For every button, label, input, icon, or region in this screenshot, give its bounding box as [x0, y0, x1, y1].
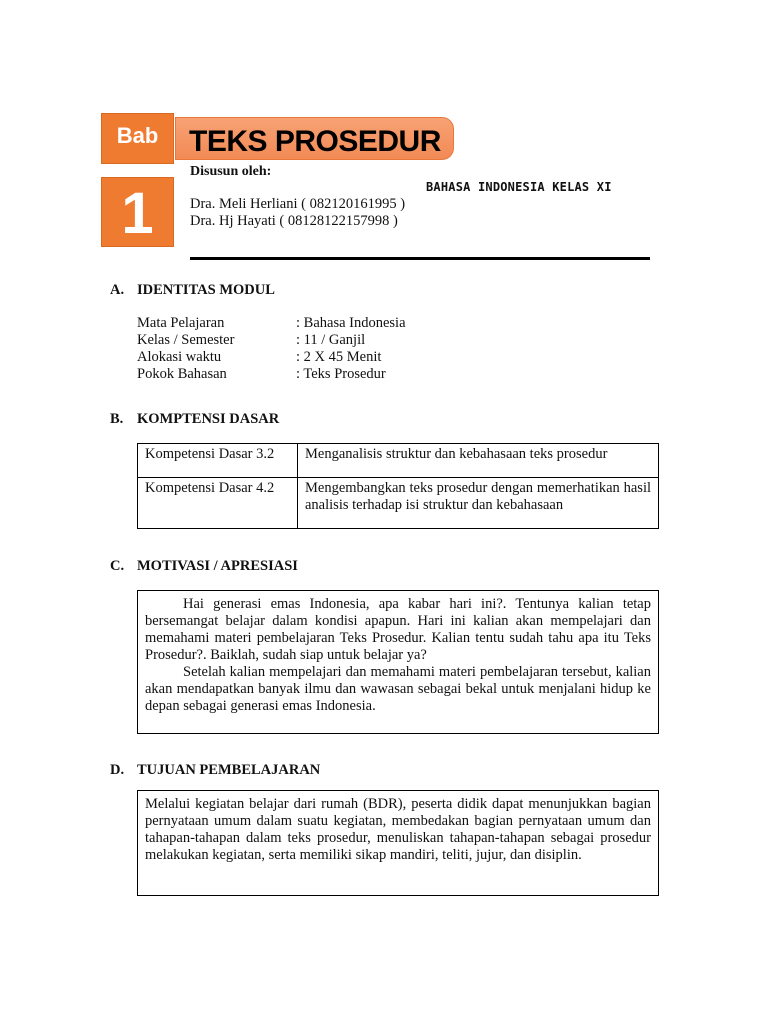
chapter-number-box: [101, 177, 174, 247]
header-divider: [190, 257, 650, 260]
identity-label-2: Kelas / Semester: [137, 332, 235, 348]
section-b-title: KOMPTENSI DASAR: [137, 411, 280, 427]
section-b-heading: [110, 411, 279, 428]
section-c-heading: [110, 558, 298, 575]
motivation-paragraph-1: Hai generasi emas Indonesia, apa kabar hari ini?. Tentunya kalian tetap bersemangat belajar dalam kondisi apapun. Hari ini kalian akan mempelajari dan memahami materi pembelajaran Teks Prosedur. Kalian tentu sudah tahu apa itu Teks Prosedur?. Baiklah, sudah siap untuk belajar ya?: [145, 596, 651, 663]
identity-label-3: Alokasi waktu: [137, 349, 222, 365]
competency-label-2: Kompetensi Dasar 4.2: [138, 478, 298, 529]
identity-label-4: Pokok Bahasan: [137, 366, 227, 382]
section-d-letter: D.: [110, 762, 125, 778]
section-d-heading: [110, 762, 320, 779]
section-a-title: IDENTITAS MODUL: [137, 282, 275, 298]
identity-value-1: : Bahasa Indonesia: [296, 315, 406, 331]
learning-objective-box: [137, 790, 659, 896]
page-title: TEKS PROSEDUR: [189, 125, 441, 158]
competency-label-1: Kompetensi Dasar 3.2: [138, 444, 298, 478]
bab-label-box: [101, 113, 174, 164]
chapter-number: 1: [121, 181, 154, 246]
motivation-box: [137, 590, 659, 734]
section-d-title: TUJUAN PEMBELAJARAN: [137, 762, 321, 778]
identity-value-2: : 11 / Ganjil: [296, 332, 366, 348]
identity-value-4: : Teks Prosedur: [296, 366, 386, 382]
section-b-letter: B.: [110, 411, 124, 427]
section-c-letter: C.: [110, 558, 125, 574]
motivation-paragraph-2: Setelah kalian mempelajari dan memahami materi pembelajaran tersebut, kalian akan mendapatkan banyak ilmu dan wawasan sebagai bekal untuk menjalani hidup ke depan sebagai generasi emas Indonesia.: [145, 664, 651, 714]
bab-label: Bab: [116, 123, 159, 148]
author-1: Dra. Meli Herliani ( 082120161995 ): [190, 196, 406, 212]
competency-table: [137, 443, 659, 529]
author-2: Dra. Hj Hayati ( 08128122157998 ): [190, 213, 398, 229]
section-a-letter: A.: [110, 282, 125, 298]
section-a-heading: [110, 282, 275, 299]
section-c-title: MOTIVASI / APRESIASI: [137, 558, 298, 574]
identity-value-3: : 2 X 45 Menit: [296, 349, 382, 365]
competency-value-1: Menganalisis struktur dan kebahasaan teks prosedur: [298, 444, 659, 478]
subject-label: BAHASA INDONESIA KELAS XI: [426, 180, 612, 194]
table-row: [138, 444, 659, 478]
competency-value-2: Mengembangkan teks prosedur dengan memerhatikan hasil analisis terhadap isi struktur dan kebahasaan: [298, 478, 659, 529]
identity-label-1: Mata Pelajaran: [137, 315, 225, 331]
learning-objective-text: Melalui kegiatan belajar dari rumah (BDR), peserta didik dapat menunjukkan bagian pernyataan umum dalam suatu kegiatan, membedakan bagian pernyataan umum dan tahapan-tahapan dalam teks prosedur, menuliskan tahapan-tahapan sebagai prosedur melakukan kegiatan, serta memiliki sikap mandiri, teliti, jujur, dan disiplin.: [145, 796, 651, 863]
table-row: [138, 478, 659, 529]
compiled-by-label: Disusun oleh:: [190, 164, 272, 179]
